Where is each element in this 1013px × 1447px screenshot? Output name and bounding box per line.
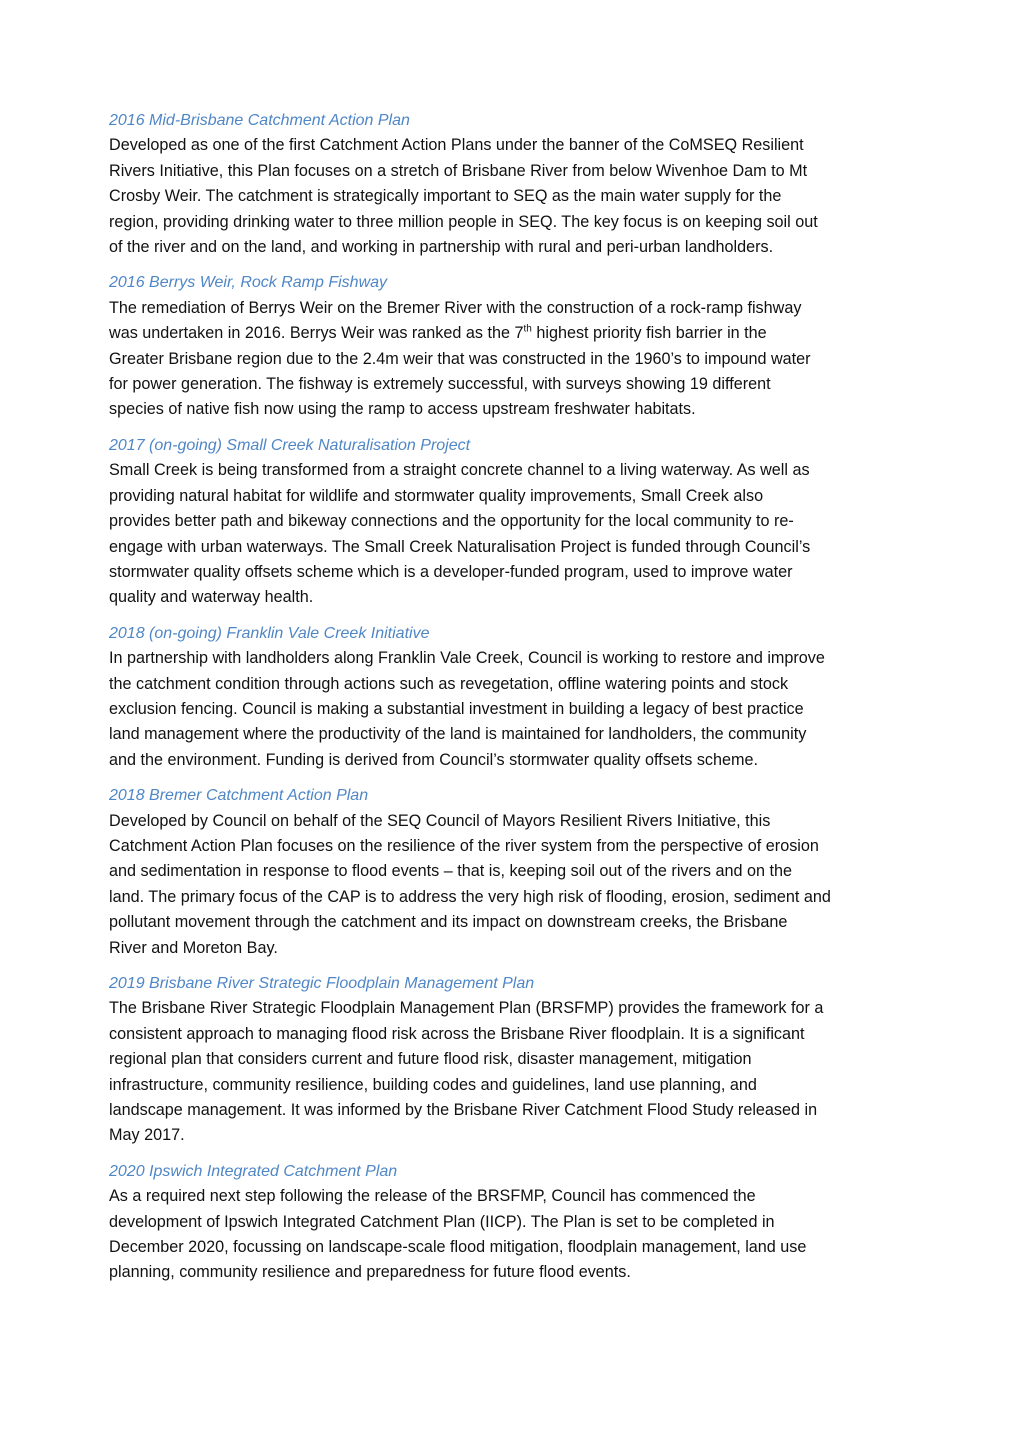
- body-line: Greater Brisbane region due to the 2.4m weir that was constructed in the 1960’s to impound water: [109, 349, 811, 368]
- section-body: [109, 996, 909, 1148]
- body-line: of the river and on the land, and working in partnership with rural and peri-urban landholders.: [109, 238, 774, 257]
- body-line: stormwater quality offsets scheme which is a developer-funded program, used to improve water: [109, 562, 793, 581]
- body-line: land management where the productivity of the land is maintained for landholders, the community: [109, 725, 807, 744]
- body-line: consistent approach to managing flood risk across the Brisbane River floodplain. It is a significant: [109, 1024, 805, 1043]
- body-line: Crosby Weir. The catchment is strategically important to SEQ as the main water supply for the: [109, 187, 782, 206]
- body-line: and the environment. Funding is derived from Council’s stormwater quality offsets scheme.: [109, 750, 759, 769]
- body-line: land. The primary focus of the CAP is to address the very high risk of flooding, erosion, sediment and: [109, 887, 831, 906]
- body-line: planning, community resilience and preparedness for future flood events.: [109, 1263, 631, 1282]
- body-line: The Brisbane River Strategic Floodplain Management Plan (BRSFMP) provides the framework for a: [109, 999, 824, 1018]
- section-body: [109, 809, 909, 961]
- body-line: provides better path and bikeway connections and the opportunity for the local community to re-: [109, 512, 794, 531]
- section-iicp: [109, 1159, 909, 1286]
- body-line: region, providing drinking water to three million people in SEQ. The key focus is on keeping soil out: [109, 212, 818, 231]
- body-line: pollutant movement through the catchment and its impact on downstream creeks, the Brisbane: [109, 913, 788, 932]
- section-heading: 2020 Ipswich Integrated Catchment Plan: [109, 1162, 398, 1180]
- section-body: [109, 646, 909, 773]
- page-content: [109, 108, 909, 1296]
- body-line: for power generation. The fishway is extremely successful, with surveys showing 19 different: [109, 375, 771, 394]
- section-body: [109, 296, 909, 423]
- body-line: the catchment condition through actions such as revegetation, offline watering points and stock: [109, 674, 789, 693]
- body-line: December 2020, focussing on landscape-scale flood mitigation, floodplain management, land use: [109, 1238, 807, 1257]
- body-line: infrastructure, community resilience, building codes and guidelines, land use planning, and: [109, 1075, 757, 1094]
- section-heading: 2016 Mid-Brisbane Catchment Action Plan: [109, 112, 410, 129]
- body-line: Rivers Initiative, this Plan focuses on a stretch of Brisbane River from below Wivenhoe Dam to Mt: [109, 161, 808, 180]
- body-line: Developed by Council on behalf of the SEQ Council of Mayors Resilient Rivers Initiative, this: [109, 811, 771, 830]
- body-line: engage with urban waterways. The Small Creek Naturalisation Project is funded through Council’s: [109, 537, 811, 556]
- section-franklin-vale: [109, 621, 909, 773]
- body-line: In partnership with landholders along Franklin Vale Creek, Council is working to restore and improve: [109, 649, 825, 668]
- body-line: development of Ipswich Integrated Catchment Plan (IICP). The Plan is set to be completed in: [109, 1212, 775, 1231]
- section-body: [109, 1184, 909, 1286]
- section-bremer-cap: [109, 783, 909, 961]
- body-line: and sedimentation in response to flood events – that is, keeping soil out of the rivers and on the: [109, 862, 793, 881]
- body-line: quality and waterway health.: [109, 588, 314, 607]
- body-line: species of native fish now using the ramp to access upstream freshwater habitats.: [109, 400, 696, 419]
- body-line: The remediation of Berrys Weir on the Bremer River with the construction of a rock-ramp fishway: [109, 298, 802, 317]
- body-line: providing natural habitat for wildlife and stormwater quality improvements, Small Creek also: [109, 486, 764, 505]
- section-heading: 2018 Bremer Catchment Action Plan: [109, 787, 369, 805]
- body-line-start: was undertaken in 2016. Berrys Weir was ranked as the 7: [109, 324, 524, 343]
- body-line: As a required next step following the release of the BRSFMP, Council has commenced the: [109, 1187, 756, 1206]
- section-small-creek: [109, 433, 909, 611]
- section-heading: 2019 Brisbane River Strategic Floodplain Management Plan: [109, 975, 535, 992]
- section-mid-brisbane-cap: [109, 108, 909, 260]
- section-brsfmp: [109, 971, 909, 1149]
- section-heading: 2018 (on-going) Franklin Vale Creek Initiative: [109, 624, 430, 642]
- section-heading: 2017 (on-going) Small Creek Naturalisation Project: [109, 436, 471, 454]
- section-heading: 2016 Berrys Weir, Rock Ramp Fishway: [109, 274, 388, 292]
- body-line: Developed as one of the first Catchment Action Plans under the banner of the CoMSEQ Resilient: [109, 136, 804, 155]
- body-line: landscape management. It was informed by the Brisbane River Catchment Flood Study released in: [109, 1101, 818, 1120]
- ordinal-suffix: th: [523, 323, 532, 335]
- body-line: Small Creek is being transformed from a straight concrete channel to a living waterway. As well as: [109, 461, 810, 480]
- section-body: [109, 458, 909, 610]
- body-line: May 2017.: [109, 1126, 185, 1145]
- body-line: exclusion fencing. Council is making a substantial investment in building a legacy of best practice: [109, 699, 804, 718]
- body-line: River and Moreton Bay.: [109, 938, 278, 957]
- body-line: [109, 321, 909, 346]
- body-line-rest: highest priority fish barrier in the: [531, 324, 767, 343]
- section-berrys-weir: [109, 270, 909, 422]
- body-line: Catchment Action Plan focuses on the resilience of the river system from the perspective of erosion: [109, 836, 819, 855]
- body-line: regional plan that considers current and future flood risk, disaster management, mitigation: [109, 1050, 752, 1069]
- section-body: [109, 133, 909, 260]
